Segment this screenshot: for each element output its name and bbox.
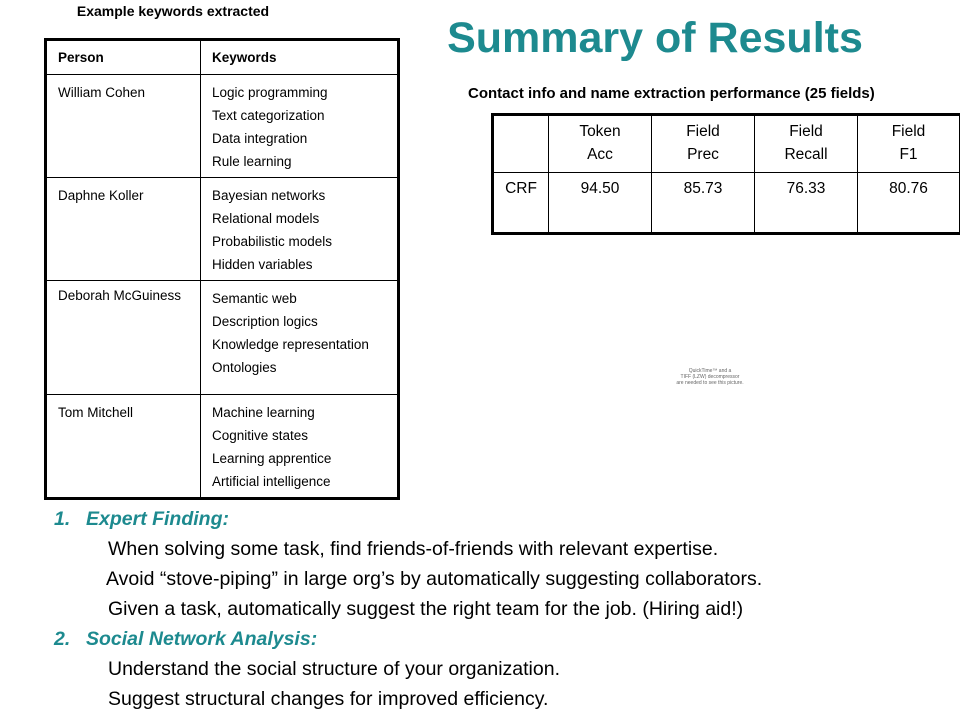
table-row [46, 178, 399, 281]
missing-picture-note [640, 368, 780, 386]
metric-header-bottom: Recall [784, 146, 828, 163]
value-cell: 76.33 [755, 173, 858, 234]
keyword: Hidden variables [212, 257, 313, 272]
keyword: Relational models [212, 211, 320, 226]
metric-header-top: Field [789, 123, 823, 140]
keyword: Machine learning [212, 405, 315, 420]
bullet-line: When solving some task, find friends-of-friends with relevant expertise. [108, 538, 719, 560]
metric-header-bottom: Acc [587, 146, 613, 163]
bullet-heading-text: Expert Finding: [86, 508, 229, 530]
keywords-caption: Example keywords extracted [76, 3, 270, 19]
metric-header-bottom: Prec [687, 146, 719, 163]
keyword: Probabilistic models [212, 234, 333, 249]
table-row [493, 173, 960, 234]
bullet-heading-social-network-analysis [54, 624, 954, 654]
metric-header [858, 115, 960, 173]
metric-header [652, 115, 755, 173]
metric-header-top: Field [686, 123, 720, 140]
note-line: TIFF (LZW) decompressor [680, 374, 740, 380]
person-cell: Deborah McGuiness [46, 281, 201, 395]
keyword: Knowledge representation [212, 337, 369, 352]
bullet-line: Understand the social structure of your organization. [108, 658, 560, 680]
note-line: QuickTime™ and a [688, 368, 732, 374]
bullet-number: 2. [54, 628, 71, 650]
bullet-heading-text: Social Network Analysis: [86, 628, 318, 650]
keyword: Logic programming [212, 85, 328, 100]
keywords-column-header: Keywords [201, 40, 399, 75]
person-cell: William Cohen [46, 75, 201, 178]
keyword: Ontologies [212, 360, 277, 375]
table-row [46, 281, 399, 395]
value-cell: 85.73 [652, 173, 755, 234]
keyword: Learning apprentice [212, 451, 332, 466]
metric-header-top: Field [891, 123, 926, 140]
row-label-cell: CRF [493, 173, 549, 234]
keywords-cell [201, 178, 399, 281]
table-row [46, 395, 399, 499]
keyword: Semantic web [212, 291, 297, 306]
keyword: Rule learning [212, 154, 292, 169]
keyword: Text categorization [212, 108, 325, 123]
metric-header-top: Token [579, 123, 621, 140]
bullet-heading-expert-finding [54, 504, 954, 534]
table-row [46, 75, 399, 178]
value-cell: 94.50 [549, 173, 652, 234]
keyword: Data integration [212, 131, 308, 146]
performance-table [491, 113, 960, 235]
keyword: Bayesian networks [212, 188, 326, 203]
person-cell: Daphne Koller [46, 178, 201, 281]
note-line: are needed to see this picture. [676, 380, 744, 386]
keyword: Cognitive states [212, 428, 309, 443]
keywords-cell [201, 281, 399, 395]
bullet-line: Given a task, automatically suggest the right team for the job. (Hiring aid!) [108, 598, 744, 620]
page-title: Summary of Results [447, 14, 863, 62]
performance-header-row [493, 115, 960, 173]
person-column-header: Person [46, 40, 201, 75]
value-cell: 80.76 [858, 173, 960, 234]
corner-cell [493, 115, 549, 173]
performance-caption: Contact info and name extraction performance (25 fields) [468, 85, 875, 102]
bullet-line: Suggest structural changes for improved efficiency. [108, 688, 549, 710]
keywords-cell [201, 395, 399, 499]
keywords-table [44, 38, 400, 500]
keyword: Artificial intelligence [212, 474, 331, 489]
keyword: Description logics [212, 314, 318, 329]
metric-header [549, 115, 652, 173]
keywords-cell [201, 75, 399, 178]
metric-header [755, 115, 858, 173]
person-cell: Tom Mitchell [46, 395, 201, 499]
bullet-list [54, 504, 954, 714]
bullet-line: Avoid “stove-piping” in large org’s by automatically suggesting collaborators. [106, 568, 763, 590]
metric-header-bottom: F1 [899, 146, 918, 163]
keywords-header-row [46, 40, 399, 75]
bullet-number: 1. [54, 508, 71, 530]
